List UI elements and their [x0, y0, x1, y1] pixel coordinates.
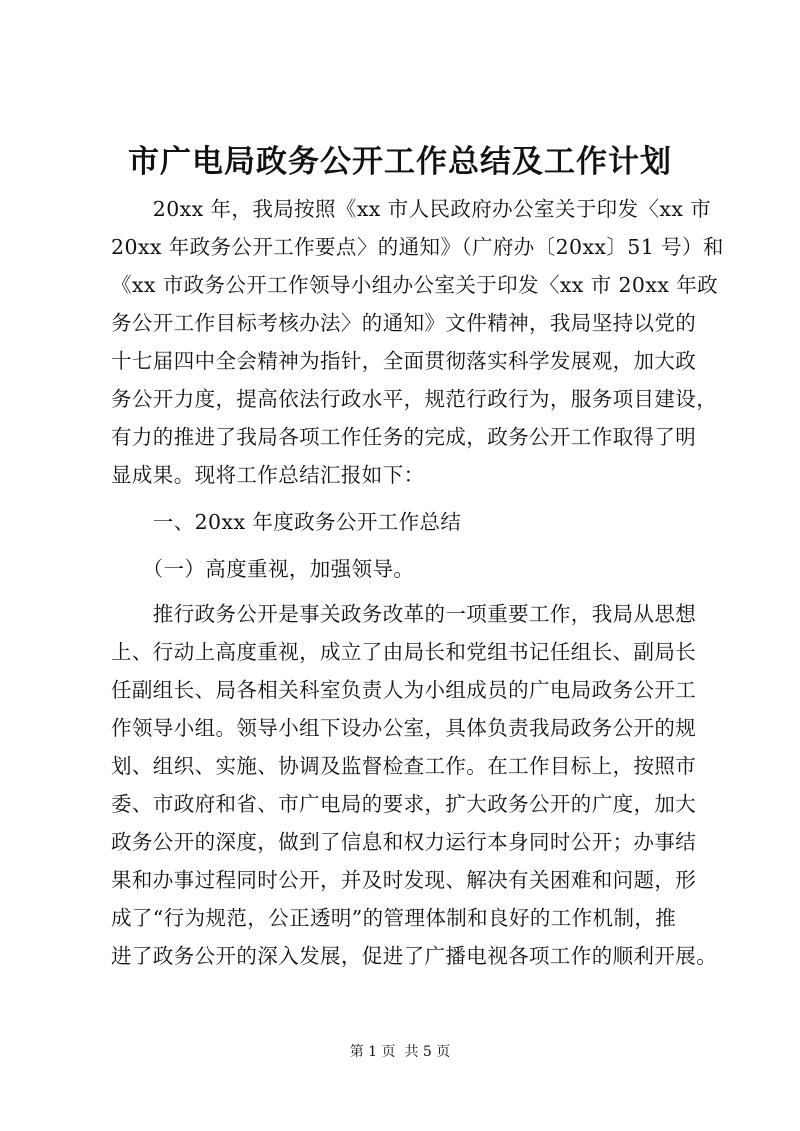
paragraph-line: 政务公开的深度，做到了信息和权力运行本身同时公开；办事结 — [111, 830, 697, 854]
paragraph-line: 有力的推进了我局各项工作任务的完成，政务公开工作取得了明 — [111, 425, 697, 449]
paragraph-line: 20xx 年政务公开工作要点〉的通知》（广府办〔20xx〕51 号）和 — [111, 235, 724, 259]
paragraph-line: 成了“行为规范，公正透明”的管理体制和良好的工作机制，推 — [111, 906, 677, 930]
paragraph-line: 务公开工作目标考核办法〉的通知》文件精神，我局坚持以党的 — [111, 311, 697, 335]
paragraph-line: 上、行动上高度重视，成立了由局长和党组书记任组长、副局长 — [111, 640, 697, 664]
paragraph-line: 进了政务公开的深入发展，促进了广播电视各项工作的顺利开展。 — [111, 944, 718, 968]
paragraph-line: 显成果。现将工作总结汇报如下： — [111, 463, 425, 487]
paragraph-line: 推行政务公开是事关政务改革的一项重要工作，我局从思想 — [111, 602, 697, 626]
paragraph-line: 十七届四中全会精神为指针，全面贯彻落实科学发展观，加大政 — [111, 349, 697, 373]
paragraph-line: 20xx 年，我局按照《xx 市人民政府办公室关于印发〈xx 市 — [111, 197, 712, 221]
section-heading: 一、20xx 年度政务公开工作总结 — [111, 510, 462, 534]
paragraph-line: 务公开力度，提高依法行政水平，规范行政行为，服务项目建设， — [111, 387, 718, 411]
paragraph-line: 委、市政府和省、市广电局的要求，扩大政务公开的广度，加大 — [111, 792, 697, 816]
paragraph-line: 《xx 市政务公开工作领导小组办公室关于印发〈xx 市 20xx 年政 — [111, 273, 719, 297]
paragraph-line: 果和办事过程同时公开，并及时发现、解决有关困难和问题，形 — [111, 868, 697, 892]
document-title: 市广电局政务公开工作总结及工作计划 — [128, 144, 672, 180]
paragraph-line: 划、组织、实施、协调及监督检查工作。在工作目标上，按照市 — [111, 754, 697, 778]
page-number-footer: 第 1 页 共 5 页 — [349, 1044, 451, 1060]
paragraph-line: 作领导小组。领导小组下设办公室，具体负责我局政务公开的规 — [111, 716, 697, 740]
paragraph-line: 任副组长、局各相关科室负责人为小组成员的广电局政务公开工 — [111, 678, 697, 702]
subsection-heading: （一）高度重视，加强领导。 — [111, 557, 415, 581]
